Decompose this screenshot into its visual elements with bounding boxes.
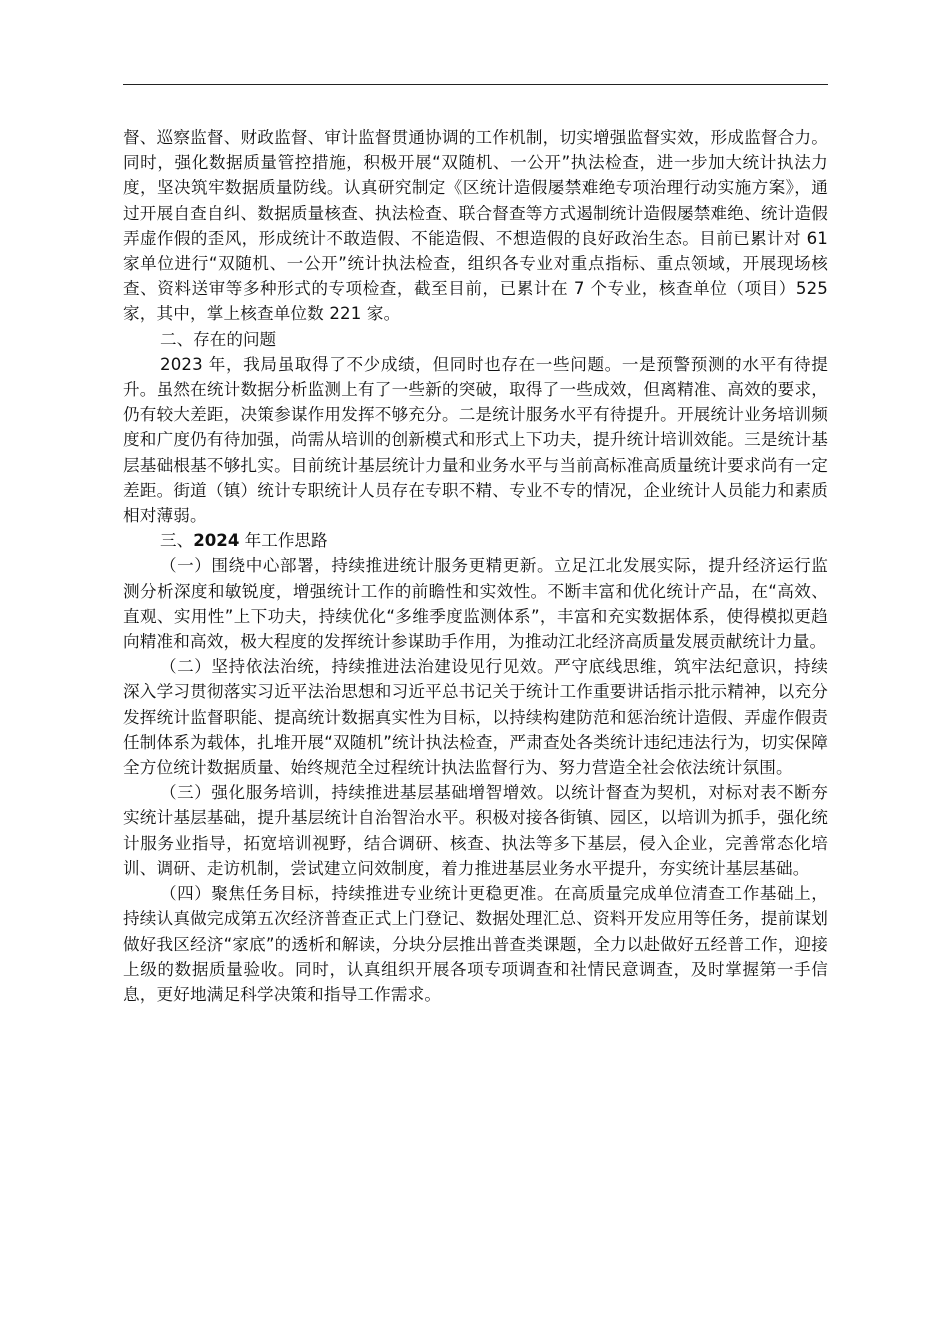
section-heading-problems: 二、存在的问题 <box>160 329 277 349</box>
paragraph-plan-1: （一）围绕中心部署，持续推进统计服务更精更新。立足江北发展实际，提升经济运行监测分析深度和敏锐度，增强统计工作的前瞻性和实效性。不断丰富和优化统计产品，在“高效、直观、实用性”上下功夫，持续优化“多维季度监测体系”，丰富和充实数据体系，使得模拟更趋向精准和高效，极大程度的发挥统计参谋助手作用，为推动江北经济高质量发展贡献统计力量。 <box>123 556 828 652</box>
paragraph-problems: 2023 年，我局虽取得了不少成绩，但同时也存在一些问题。一是预警预测的水平有待提升。虽然在统计数据分析监测上有了一些新的突破，取得了一些成效，但离精准、高效的要求，仍有较大差距，决策参谋作用发挥不够充分。二是统计服务水平有待提升。开展统计业务培训频度和广度仍有待加强，尚需从培训的创新模式和形式上下功夫，提升统计培训效能。三是统计基层基础根基不够扎实。目前统计基层统计力量和业务水平与当前高标准高质量统计要求尚有一定差距。街道（镇）统计专职统计人员存在专职不精、专业不专的情况，企业统计人员能力和素质相对薄弱。 <box>123 354 828 526</box>
document-body <box>123 125 828 1007</box>
section-heading-2024-plan <box>123 528 828 553</box>
paragraph-plan-3: （三）强化服务培训，持续推进基层基础增智增效。以统计督查为契机，对标对表不断夯实统计基层基础，提升基层统计自治智治水平。积极对接各街镇、园区，以培训为抓手，强化统计服务业指导，拓宽培训视野，结合调研、核查、执法等多下基层，侵入企业，完善常态化培训、调研、走访机制，尝试建立问效制度，着力推进基层业务水平提升，夯实统计基层基础。 <box>123 783 828 878</box>
header-rule <box>123 84 828 85</box>
heading-year: 2024 <box>193 531 240 551</box>
paragraph-supervision: 督、巡察监督、财政监督、审计监督贯通协调的工作机制，切实增强监督实效，形成监督合力。同时，强化数据质量管控措施，积极开展“双随机、一公开”执法检查，进一步加大统计执法力度，坚决筑牢数据质量防线。认真研究制定《区统计造假屡禁难绝专项治理行动实施方案》，通过开展自查自纠、数据质量核查、执法检查、联合督查等方式遏制统计造假屡禁难绝、统计造假弄虚作假的歪风，形成统计不敢造假、不能造假、不想造假的良好政治生态。目前已累计对 61 家单位进行“双随机、一公开”统计执法检查，组织各专业对重点指标、重点领域，开展现场核查、资料送审等多种形式的专项检查，截至目前，已累计在 7 个专业，核查单位（项目）525 家，其中，掌上核查单位数 221 家。 <box>123 128 828 324</box>
heading-prefix: 三、 <box>160 531 194 551</box>
paragraph-plan-4: （四）聚焦任务目标，持续推进专业统计更稳更准。在高质量完成单位清查工作基础上，持续认真做完成第五次经济普查正式上门登记、数据处理汇总、资料开发应用等任务，提前谋划做好我区经济“家底”的透析和解读，分块分层推出普查类课题，全力以赴做好五经普工作，迎接上级的数据质量验收。同时，认真组织开展各项专项调查和社情民意调查，及时掌握第一手信息，更好地满足科学决策和指导工作需求。 <box>123 884 828 1004</box>
heading-suffix: 年工作思路 <box>239 531 328 551</box>
paragraph-plan-2: （二）坚持依法治统，持续推进法治建设见行见效。严守底线思维，筑牢法纪意识，持续深入学习贯彻落实习近平法治思想和习近平总书记关于统计工作重要讲话指示批示精神，以充分发挥统计监督职能、提高统计数据真实性为目标，以持续构建防范和惩治统计造假、弄虚作假责任制体系为载体，扎堆开展“双随机”统计执法检查，严肃查处各类统计违纪违法行为，切实保障全方位统计数据质量、始终规范全过程统计执法监督行为、努力营造全社会依法统计氛围。 <box>123 657 828 778</box>
